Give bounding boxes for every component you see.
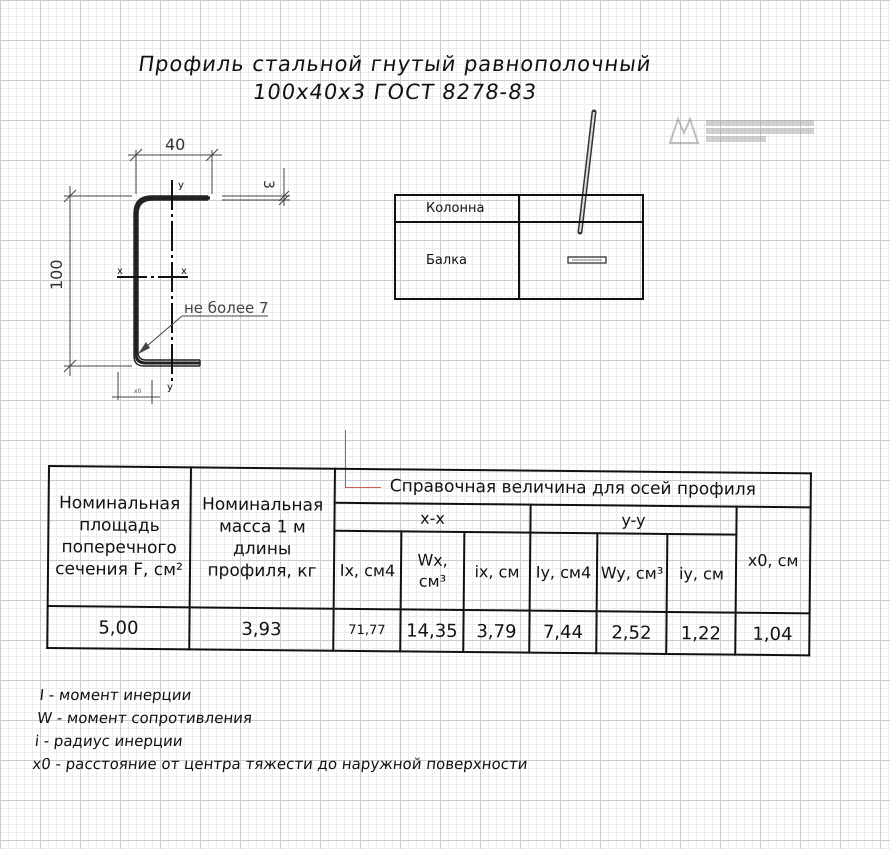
legend-notes [31,684,536,776]
radius-note: не более 7 [184,299,269,317]
header-x0: x0, см [736,507,811,614]
profile-section-drawing [0,0,320,420]
header-wx: Wx, см³ [401,531,465,610]
value-wx: 14,35 [400,609,463,652]
note-x0: x0 - расстояние от центра тяжести до наружной поверхности [31,755,529,773]
header-axis-yy: y-y [530,505,736,535]
value-mass: 3,93 [189,607,333,650]
header-ix-radius: ix, см [464,532,531,611]
dim-width-label: 40 [165,135,186,154]
value-x0: 1,04 [735,613,809,656]
header-reference: Справочная величина для осей профиля [335,469,811,508]
value-iy-radius: 1,22 [666,612,735,655]
page-title: Профиль стальной гнутый равнополочный [136,52,654,76]
axis-y-label-bottom: y [167,382,173,393]
properties-table [46,465,810,656]
header-iy-radius: iy, см [667,534,737,613]
beam-symbol-icon [520,235,642,287]
value-ix-radius: 3,79 [463,610,529,653]
note-radius: i - радиус инерции [33,732,184,750]
note-section-modulus: W - момент сопротивления [36,709,254,727]
symbol-legend-table [394,194,644,300]
header-ix-moment: Ix, см4 [334,531,402,610]
value-ix-moment: 71,77 [333,609,400,652]
header-area: Номинальная площадь поперечного сечения F, см² [48,466,191,607]
axis-y-label-top: y [178,180,184,191]
dim-height-label: 100 [47,259,66,290]
axis-x-label-right: x [181,266,187,277]
axis-x-label-left: x [117,266,123,277]
header-iy-moment: Iy, см4 [530,533,598,612]
value-wy: 2,52 [596,611,666,654]
header-wy: Wy, см³ [597,533,668,612]
value-iy-moment: 7,44 [529,611,596,654]
header-axis-xx: x-x [334,503,530,533]
beam-symbol-cell [519,222,643,299]
x0-dim-label: x0 [134,388,142,395]
company-logo [668,115,818,145]
note-inertia: I - момент инерции [38,686,193,704]
value-area: 5,00 [47,606,189,649]
dim-thickness-label: 3 [260,180,276,189]
beam-label: Балка [395,222,519,299]
page-subtitle: 100x40x3 ГОСТ 8278-83 [251,80,539,104]
header-mass: Номинальная масса 1 м длины профиля, кг [190,467,335,608]
column-symbol-cell [519,195,643,222]
column-label: Колонна [395,195,519,222]
